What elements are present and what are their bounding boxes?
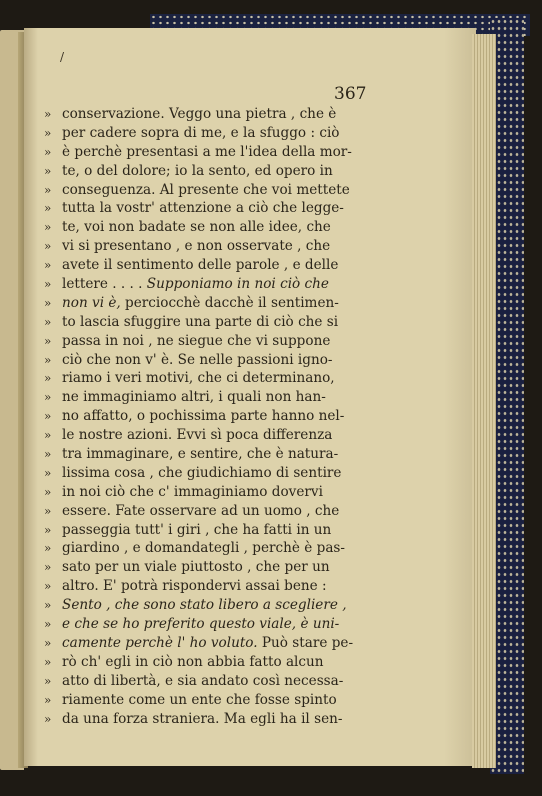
text-line	[44, 143, 374, 162]
body-text: da una forza straniera. Ma egli ha il sen-	[62, 710, 343, 727]
text-line	[44, 596, 374, 615]
body-text: perciocchè dacchè il sentimen-	[120, 294, 339, 311]
text-line	[44, 124, 374, 143]
quote-mark: »	[44, 692, 52, 707]
quote-mark: »	[44, 617, 52, 632]
body-text: essere. Fate osservare ad un uomo , che	[62, 502, 340, 519]
text-line	[44, 294, 374, 313]
quote-mark: »	[44, 295, 52, 310]
body-text: lettere . . . .	[62, 276, 147, 293]
body-text: riamente come un ente che fosse spinto	[62, 691, 337, 708]
body-text: per cadere sopra di me, e la sfuggo : ciò	[62, 124, 340, 141]
quote-mark: »	[44, 541, 52, 556]
body-text: giardino , e domandategli , perchè è pas-	[62, 540, 345, 557]
italic-text: e che se ho preferito questo viale, è uni-	[62, 616, 340, 633]
margin-mark: /	[60, 50, 65, 64]
body-text: è perchè presentasi a me l'idea della mor-	[62, 143, 352, 160]
text-line	[44, 483, 374, 502]
quote-mark: »	[44, 163, 52, 178]
body-text: altro. E' potrà rispondervi assai bene :	[62, 578, 327, 595]
quote-mark: »	[44, 598, 52, 613]
text-line	[44, 256, 374, 275]
page-edges	[472, 34, 496, 768]
text-line	[44, 407, 374, 426]
text-line	[44, 105, 374, 124]
quote-mark: »	[44, 447, 52, 462]
text-line	[44, 445, 374, 464]
page-number: 367	[334, 84, 367, 104]
quote-mark: »	[44, 503, 52, 518]
quote-mark: »	[44, 522, 52, 537]
italic-text: Sento , che sono stato libero a scegliere ,	[62, 597, 347, 614]
body-text: te, voi non badate se non alle idee, che	[62, 219, 331, 236]
body-text: vi si presentano , e non osservate , che	[62, 238, 331, 255]
quote-mark: »	[44, 125, 52, 140]
text-line	[44, 426, 374, 445]
text-line	[44, 710, 374, 729]
quote-mark: »	[44, 314, 52, 329]
text-line	[44, 502, 374, 521]
body-text: ne immaginiamo altri, i quali non han-	[62, 389, 326, 406]
text-line	[44, 634, 374, 653]
text-line	[44, 351, 374, 370]
quote-mark: »	[44, 465, 52, 480]
quote-mark: »	[44, 201, 52, 216]
quote-mark: »	[44, 371, 52, 386]
body-text: Può stare pe-	[257, 634, 354, 651]
italic-text: non vi è,	[62, 294, 121, 311]
body-text: conseguenza. Al presente che voi mettete	[62, 181, 350, 198]
text-line	[44, 539, 374, 558]
text-line	[44, 218, 374, 237]
quote-mark: »	[44, 428, 52, 443]
quote-mark: »	[44, 352, 52, 367]
body-text: conservazione. Veggo una pietra , che è	[62, 106, 337, 122]
quote-mark: »	[44, 277, 52, 292]
body-text: lissima cosa , che giudichiamo di sentire	[62, 464, 342, 481]
body-text: passa in noi , ne siegue che vi suppone	[62, 332, 331, 349]
text-block	[44, 105, 374, 728]
quote-mark: »	[44, 220, 52, 235]
quote-mark: »	[44, 239, 52, 254]
text-line	[44, 313, 374, 332]
text-line	[44, 558, 374, 577]
italic-text: Supponiamo in noi ciò che	[146, 276, 329, 293]
quote-mark: »	[44, 409, 52, 424]
body-text: tra immaginare, e sentire, che è natura-	[62, 446, 339, 463]
text-line	[44, 672, 374, 691]
body-text: passeggia tutt' i giri , che ha fatti in un	[62, 521, 332, 538]
text-line	[44, 181, 374, 200]
body-text: avete il sentimento delle parole , e delle	[62, 257, 339, 274]
text-line	[44, 521, 374, 540]
body-text: in noi ciò che c' immaginiamo dovervi	[62, 483, 323, 500]
body-text: sato per un viale piuttosto , che per un	[62, 559, 330, 576]
quote-mark: »	[44, 390, 52, 405]
quote-mark: »	[44, 333, 52, 348]
quote-mark: »	[44, 144, 52, 159]
text-line	[44, 369, 374, 388]
quote-mark: »	[44, 560, 52, 575]
italic-text: camente perchè l' ho voluto.	[62, 634, 258, 651]
text-line	[44, 275, 374, 294]
quote-mark: »	[44, 182, 52, 197]
quote-mark: »	[44, 107, 52, 121]
quote-mark: »	[44, 579, 52, 594]
text-line	[44, 653, 374, 672]
body-text: atto di libertà, e sia andato così necessa-	[62, 672, 344, 689]
body-text: to lascia sfuggire una parte di ciò che si	[62, 313, 339, 330]
quote-mark: »	[44, 258, 52, 273]
text-line	[44, 199, 374, 218]
text-line	[44, 388, 374, 407]
body-text: riamo i veri motivi, che ci determinano,	[62, 370, 335, 387]
text-line	[44, 464, 374, 483]
body-text: no affatto, o pochissima parte hanno nel-	[62, 408, 345, 425]
text-line	[44, 237, 374, 256]
quote-mark: »	[44, 654, 52, 669]
text-line	[44, 691, 374, 710]
body-text: le nostre azioni. Evvi sì poca differenza	[62, 427, 333, 444]
text-line	[44, 577, 374, 596]
body-text: tutta la vostr' attenzione a ciò che legge-	[62, 200, 344, 217]
quote-mark: »	[44, 711, 52, 726]
text-line	[44, 162, 374, 181]
quote-mark: »	[44, 673, 52, 688]
body-text: ciò che non v' è. Se nelle passioni igno-	[62, 351, 333, 368]
text-line	[44, 615, 374, 634]
quote-mark: »	[44, 484, 52, 499]
quote-mark: »	[44, 635, 52, 650]
body-text: te, o del dolore; io la sento, ed opero in	[62, 162, 333, 179]
body-text: rò ch' egli in ciò non abbia fatto alcun	[62, 653, 324, 670]
text-line	[44, 332, 374, 351]
